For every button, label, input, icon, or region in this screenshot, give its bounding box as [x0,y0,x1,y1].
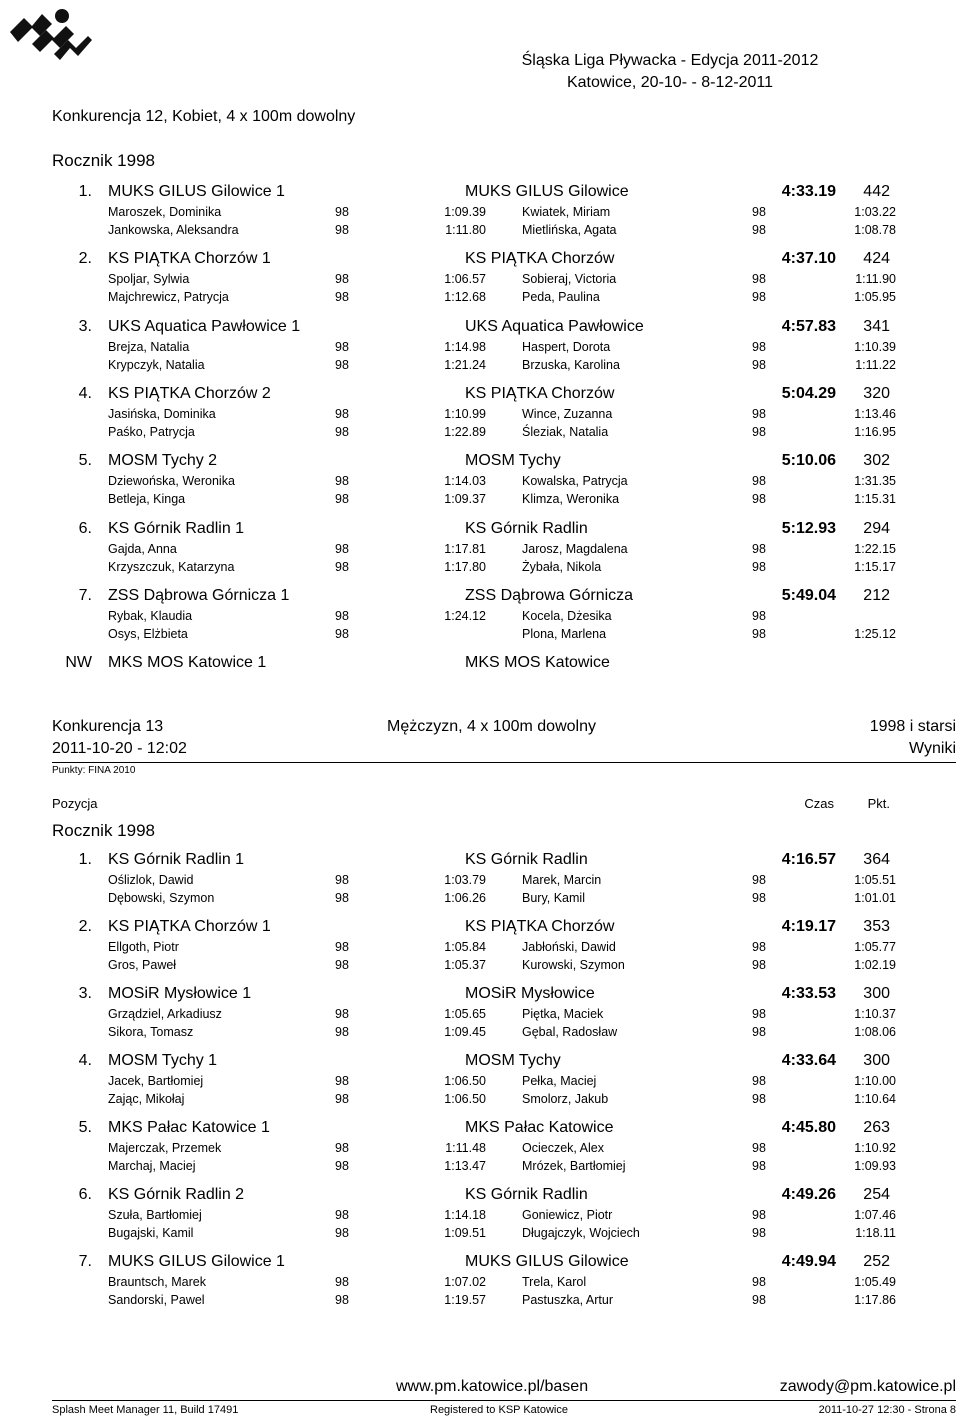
swimmer-birth-year: 98 [752,1208,766,1222]
swimmer-name: Peda, Paulina [522,290,600,305]
team-time: 5:12.93 [781,519,836,537]
swimmer-birth-year: 98 [335,1226,349,1240]
swimmer-name: Grządziel, Arkadiusz [108,1007,222,1021]
swimmer-split: 1:11.48 [445,1141,486,1155]
team-points: 300 [863,1052,890,1069]
swimmer-name: Krzyszczuk, Katarzyna [108,559,235,574]
swimmer-birth-year: 98 [752,1074,766,1088]
swimmer-birth-year: 98 [752,290,766,305]
swimmer-split: 1:11.80 [445,223,486,237]
swimmer-split: 1:09.39 [444,205,486,219]
team-time: 5:04.29 [781,384,836,402]
swimmer-birth-year: 98 [752,1275,766,1289]
footer-printed: 2011-10-27 12:30 - Strona 8 [818,1404,956,1416]
swimmer-split: 1:05.84 [444,940,486,954]
swimmer-name: Smolorz, Jakub [522,1092,609,1106]
swimmer-name: Jacek, Bartłomiej [108,1074,204,1088]
swimmer-name: Goniewicz, Piotr [522,1208,613,1222]
swimmer-name: Śleziak, Natalia [522,424,609,439]
team-time: 4:19.17 [781,918,836,935]
swimmer-name: Oślizlok, Dawid [108,873,194,887]
swimmer-birth-year: 98 [335,1275,349,1289]
swimmer-split: 1:22.15 [854,541,896,556]
swimmer-birth-year: 98 [335,223,349,237]
swimmer-birth-year: 98 [752,406,766,421]
team-name: MOSM Tychy 2 [108,452,218,470]
team-club: MOSM Tychy [465,452,561,470]
team-club: MOSiR Mysłowice [465,985,595,1002]
swimmer-split: 1:03.22 [854,205,896,219]
swimmer-birth-year: 98 [752,1025,766,1039]
team-points: 294 [863,519,890,537]
swimmer-birth-year: 98 [335,891,349,905]
team-points: 252 [863,1253,890,1270]
swimmer-split: 1:13.47 [444,1159,486,1173]
swimmer-name: Brejza, Natalia [108,339,190,354]
swimmer-name: Żybała, Nikola [522,559,602,574]
swimmer-name: Gębal, Radosław [522,1025,618,1039]
swimmer-name: Piętka, Maciek [522,1007,604,1021]
swimmer-name: Majchrewicz, Patrycja [108,290,229,305]
swimmer-split: 1:06.50 [444,1074,486,1088]
team-time: 4:49.94 [781,1253,836,1270]
team-points: 263 [863,1119,890,1136]
team-place: 1. [78,183,92,200]
event-13-age-group: 1998 i starsi [869,718,956,735]
swimmer-split: 1:09.51 [444,1226,486,1240]
swimmer-split: 1:16.95 [854,424,896,439]
swimmer-name: Pastuszka, Artur [522,1293,614,1307]
swimmer-split: 1:14.03 [444,474,486,489]
swimmer-birth-year: 98 [335,1025,349,1039]
swimmer-split: 1:11.22 [855,357,896,372]
swimmer-birth-year: 98 [752,873,766,887]
swimmer-name: Majerczak, Przemek [108,1141,222,1155]
swimmer-name: Jankowska, Aleksandra [108,223,239,237]
swimmer-birth-year: 98 [752,1141,766,1155]
team-place: 3. [78,985,92,1002]
swimmer-split: 1:17.81 [444,541,486,556]
team-club: KS PIĄTKA Chorzów [465,918,615,935]
swimmer-birth-year: 98 [335,339,349,354]
footer-divider [52,1400,956,1401]
swimmer-split: 1:19.57 [444,1293,486,1307]
swimmer-birth-year: 98 [335,205,349,219]
team-name: ZSS Dąbrowa Górnicza 1 [108,586,290,604]
swimmer-name: Brzuska, Karolina [522,357,620,372]
team-name: KS PIĄTKA Chorzów 1 [108,250,271,268]
team-points: 353 [863,918,890,935]
swimmer-name: Pełka, Maciej [522,1074,597,1088]
swimmer-split: 1:08.78 [854,223,896,237]
team-points: 320 [863,384,890,402]
swimmer-name: Betleja, Kinga [108,492,186,507]
swimmer-birth-year: 98 [335,474,349,489]
swimmer-birth-year: 98 [335,1208,349,1222]
swimmer-name: Sikora, Tomasz [108,1025,194,1039]
team-time: 4:45.80 [781,1119,836,1136]
team-points: 212 [863,586,890,604]
swimmer-split: 1:31.35 [854,474,896,489]
swimmer-split: 1:10.39 [854,339,896,354]
swimmer-name: Gros, Paweł [108,958,177,972]
swimmer-name: Gajda, Anna [108,541,177,556]
swimmer-name: Sobieraj, Victoria [522,272,617,287]
swimmer-split: 1:06.50 [444,1092,486,1106]
swimmer-birth-year: 98 [752,272,766,287]
column-points: Pkt. [867,796,890,811]
swimmer-split: 1:18.11 [855,1226,896,1240]
team-club: MUKS GILUS Gilowice [465,1253,629,1270]
swimmer-split: 1:13.46 [854,406,896,421]
column-position: Pozycja [52,796,98,811]
swimmer-split: 1:05.77 [854,940,896,954]
swimmer-birth-year: 98 [335,873,349,887]
team-place: NW [65,654,92,672]
footer-software: Splash Meet Manager 11, Build 17491 [52,1404,239,1416]
team-points: 341 [863,317,890,335]
team-place: 7. [78,586,92,604]
swimmer-name: Mrózek, Bartłomiej [522,1159,626,1173]
team-club: KS Górnik Radlin [465,851,588,868]
footer-registered: Registered to KSP Katowice [430,1404,568,1416]
event-12-title: Konkurencja 12, Kobiet, 4 x 100m dowolny [52,108,356,125]
swimmer-split: 1:10.92 [854,1141,896,1155]
team-club: MKS MOS Katowice [465,654,610,672]
team-club: KS Górnik Radlin [465,1186,588,1203]
swimmer-name: Spoljar, Sylwia [108,272,190,287]
swimmer-birth-year: 98 [335,1141,349,1155]
swimmer-split: 1:07.46 [854,1208,896,1222]
swimmer-split: 1:07.02 [444,1275,486,1289]
swimmer-name: Sandorski, Pawel [108,1293,205,1307]
swimmer-split: 1:05.49 [854,1275,896,1289]
swimmer-name: Kurowski, Szymon [522,958,625,972]
swimmer-name: Jabłoński, Dawid [522,940,616,954]
team-club: KS Górnik Radlin [465,519,588,537]
team-name: MOSiR Mysłowice 1 [108,985,252,1002]
team-place: 7. [78,1253,92,1270]
column-time: Czas [804,796,834,811]
swimmer-split: 1:08.06 [854,1025,896,1039]
swimmer-birth-year: 98 [335,940,349,954]
team-name: MUKS GILUS Gilowice 1 [108,1253,285,1270]
event-13-results-label: Wyniki [909,740,956,757]
team-club: UKS Aquatica Pawłowice [465,317,644,335]
footer-url[interactable]: www.pm.katowice.pl/basen [396,1378,589,1395]
swimmer-birth-year: 98 [752,559,766,574]
swimmer-birth-year: 98 [752,492,766,507]
team-place: 3. [78,317,92,335]
team-time: 5:49.04 [781,586,836,604]
swimmer-name: Ellgoth, Piotr [108,940,179,954]
swimmer-birth-year: 98 [752,339,766,354]
team-place: 4. [78,384,92,402]
team-points: 442 [863,183,890,200]
swimmer-birth-year: 98 [752,424,766,439]
swimmer-birth-year: 98 [752,1293,766,1307]
swimmer-split: 1:05.37 [444,958,486,972]
team-points: 424 [863,250,890,268]
swimmer-name: Krypczyk, Natalia [108,357,205,372]
swimmer-birth-year: 98 [335,406,349,421]
swimmer-name: Brauntsch, Marek [108,1275,206,1289]
swimmer-birth-year: 98 [335,1159,349,1173]
team-place: 6. [78,1186,92,1203]
event-13-year-group: Rocznik 1998 [52,821,156,840]
swimmer-split: 1:09.37 [444,492,486,507]
swimmer-birth-year: 98 [752,1092,766,1106]
team-club: MKS Pałac Katowice [465,1119,614,1136]
swimmer-split: 1:05.95 [854,290,896,305]
team-time: 4:33.53 [781,985,836,1002]
team-time: 5:10.06 [781,452,836,470]
team-club: KS PIĄTKA Chorzów [465,384,615,402]
swimmer-birth-year: 98 [752,205,766,219]
swimmer-split: 1:21.24 [444,357,486,372]
team-points: 302 [863,452,890,470]
team-name: KS Górnik Radlin 1 [108,851,245,868]
swimmer-birth-year: 98 [335,958,349,972]
swimmer-name: Osys, Elżbieta [108,626,188,641]
swimmer-split: 1:06.57 [444,272,486,287]
swimmer-name: Plona, Marlena [522,626,607,641]
swimmer-birth-year: 98 [752,958,766,972]
swimmer-split: 1:17.80 [444,559,486,574]
swimmer-name: Haspert, Dorota [522,339,611,354]
footer-email[interactable]: zawody@pm.katowice.pl [779,1378,956,1395]
swimmer-name: Paśko, Patrycja [108,424,195,439]
swimmer-birth-year: 98 [752,223,766,237]
swimmer-birth-year: 98 [752,608,766,623]
swimmer-birth-year: 98 [752,541,766,556]
swimmer-split: 1:11.90 [855,272,896,287]
swimmer-split: 1:22.89 [444,424,486,439]
swimmer-split: 1:10.99 [444,406,486,421]
team-name: MKS Pałac Katowice 1 [108,1119,270,1136]
swimmer-split: 1:05.65 [444,1007,486,1021]
event-13-number: Konkurencja 13 [52,718,164,735]
team-club: KS PIĄTKA Chorzów [465,250,615,268]
swimmer-name: Zając, Mikołaj [108,1092,185,1106]
swimmer-birth-year: 98 [752,626,766,641]
swimmer-split: 1:25.12 [854,626,896,641]
swimmer-birth-year: 98 [752,1159,766,1173]
swimmer-name: Kwiatek, Miriam [522,205,611,219]
swimmer-birth-year: 98 [752,1007,766,1021]
league-logo-icon [2,4,94,72]
swimmer-name: Bugajski, Kamil [108,1226,194,1240]
swimmer-split: 1:10.64 [854,1092,896,1106]
swimmer-split: 1:15.17 [854,559,896,574]
team-club: MUKS GILUS Gilowice [465,183,629,200]
swimmer-split: 1:14.18 [444,1208,486,1222]
swimmer-split: 1:09.93 [854,1159,896,1173]
meet-title: Śląska Liga Pływacka - Edycja 2011-2012 [521,52,819,69]
swimmer-name: Długajczyk, Wojciech [522,1226,640,1240]
team-points: 300 [863,985,890,1002]
team-name: MKS MOS Katowice 1 [108,654,267,672]
team-name: MUKS GILUS Gilowice 1 [108,183,285,200]
team-name: KS Górnik Radlin 2 [108,1186,245,1203]
event-13-datetime: 2011-10-20 - 12:02 [52,740,187,757]
swimmer-birth-year: 98 [335,626,349,641]
swimmer-birth-year: 98 [335,1092,349,1106]
swimmer-birth-year: 98 [752,891,766,905]
swimmer-name: Bury, Kamil [522,891,585,905]
swimmer-birth-year: 98 [752,940,766,954]
swimmer-name: Marchaj, Maciej [108,1159,196,1173]
team-place: 2. [78,918,92,935]
swimmer-birth-year: 98 [335,290,349,305]
team-time: 4:33.64 [781,1052,836,1069]
swimmer-name: Jasińska, Dominika [108,406,216,421]
swimmer-name: Jarosz, Magdalena [522,541,628,556]
meet-dates: Katowice, 20-10- - 8-12-2011 [566,74,774,91]
team-points: 364 [863,851,890,868]
swimmer-name: Maroszek, Dominika [108,205,222,219]
swimmer-birth-year: 98 [335,357,349,372]
swimmer-name: Kocela, Dżesika [522,608,612,623]
swimmer-birth-year: 98 [335,559,349,574]
swimmer-name: Trela, Karol [522,1275,587,1289]
swimmer-birth-year: 98 [335,272,349,287]
swimmer-split: 1:01.01 [854,891,896,905]
swimmer-birth-year: 98 [335,608,349,623]
team-time: 4:33.19 [781,183,836,200]
swimmer-name: Rybak, Klaudia [108,608,193,623]
swimmer-split: 1:17.86 [854,1293,896,1307]
team-name: UKS Aquatica Pawłowice 1 [108,317,301,335]
team-time: 4:57.83 [781,317,836,335]
swimmer-split: 1:15.31 [854,492,896,507]
swimmer-name: Mietlińska, Agata [522,223,617,237]
swimmer-birth-year: 98 [752,474,766,489]
swimmer-split: 1:02.19 [854,958,896,972]
team-name: KS PIĄTKA Chorzów 1 [108,918,271,935]
swimmer-split: 1:06.26 [444,891,486,905]
swimmer-name: Marek, Marcin [522,873,602,887]
swimmer-split: 1:05.51 [854,873,896,887]
swimmer-name: Dębowski, Szymon [108,891,215,905]
event-13-category: Mężczyzn, 4 x 100m dowolny [387,718,596,735]
team-club: MOSM Tychy [465,1052,561,1069]
swimmer-birth-year: 98 [335,1007,349,1021]
team-points: 254 [863,1186,890,1203]
swimmer-name: Wince, Zuzanna [522,406,613,421]
swimmer-birth-year: 98 [335,1074,349,1088]
team-place: 5. [78,452,92,470]
team-place: 6. [78,519,92,537]
swimmer-name: Dziewońska, Weronika [108,474,235,489]
team-club: ZSS Dąbrowa Górnicza [465,586,634,604]
swimmer-name: Kowalska, Patrycja [522,474,628,489]
points-note: Punkty: FINA 2010 [52,765,136,776]
team-time: 4:37.10 [781,250,836,268]
team-time: 4:49.26 [781,1186,836,1203]
swimmer-name: Szuła, Bartłomiej [108,1208,202,1222]
team-name: KS PIĄTKA Chorzów 2 [108,384,271,402]
team-place: 5. [78,1119,92,1136]
swimmer-split: 1:14.98 [444,339,486,354]
team-time: 4:16.57 [781,851,836,868]
swimmer-split: 1:10.00 [854,1074,896,1088]
swimmer-name: Ocieczek, Alex [522,1141,604,1155]
swimmer-birth-year: 98 [335,492,349,507]
swimmer-birth-year: 98 [335,541,349,556]
swimmer-split: 1:12.68 [444,290,486,305]
swimmer-birth-year: 98 [335,1293,349,1307]
header-divider [52,762,956,763]
swimmer-split: 1:03.79 [444,873,486,887]
team-name: KS Górnik Radlin 1 [108,519,245,537]
swimmer-birth-year: 98 [752,357,766,372]
swimmer-birth-year: 98 [752,1226,766,1240]
swimmer-name: Klimza, Weronika [522,492,620,507]
swimmer-split: 1:10.37 [854,1007,896,1021]
swimmer-split: 1:24.12 [444,608,486,623]
event-12-year-group: Rocznik 1998 [52,151,156,170]
team-place: 1. [78,851,92,868]
team-place: 4. [78,1052,92,1069]
team-name: MOSM Tychy 1 [108,1052,218,1069]
team-place: 2. [78,250,92,268]
swimmer-split: 1:09.45 [444,1025,486,1039]
swimmer-birth-year: 98 [335,424,349,439]
